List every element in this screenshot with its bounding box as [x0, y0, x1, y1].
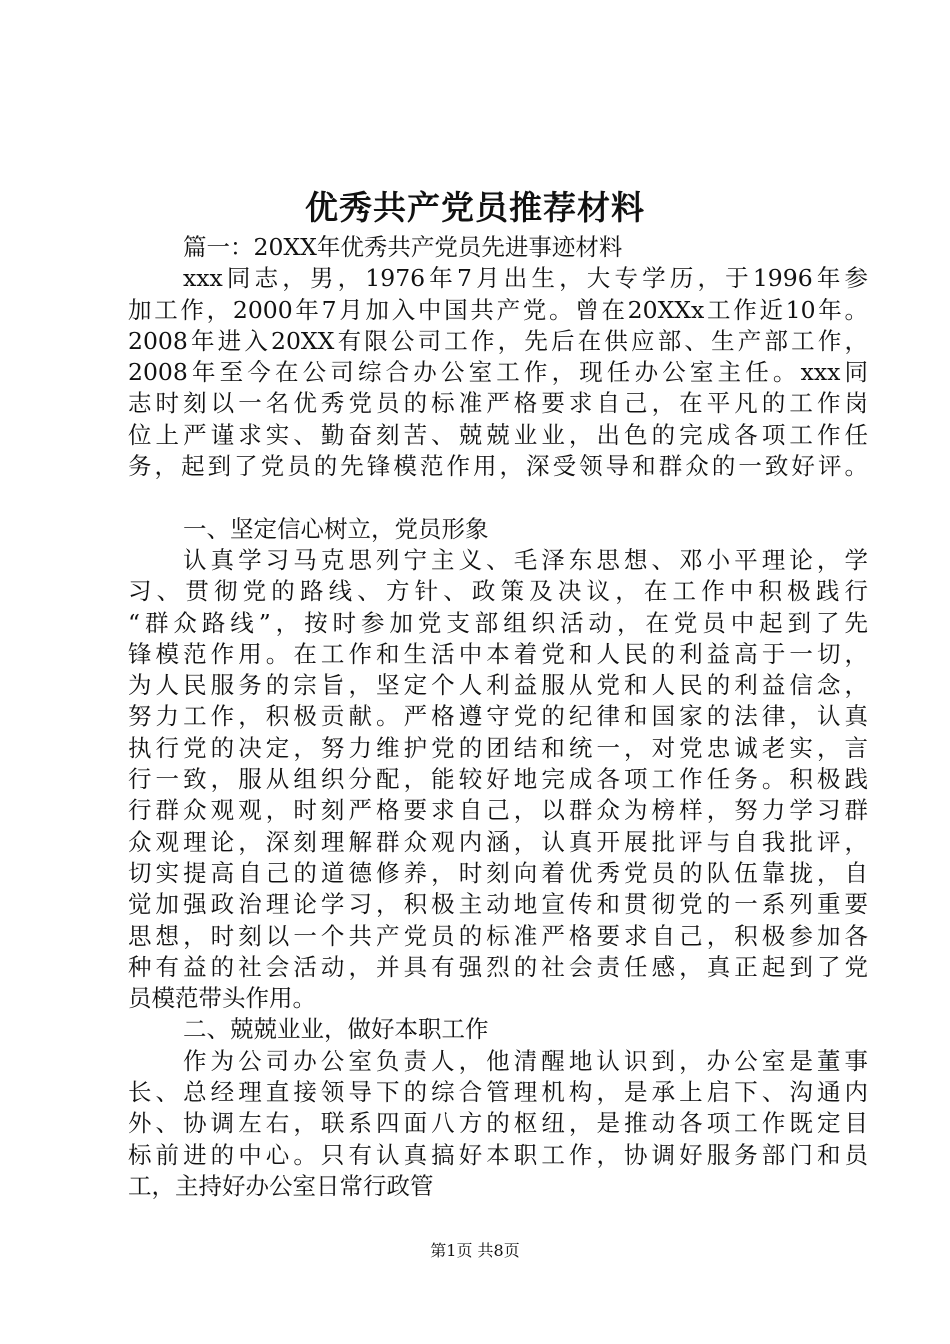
text-line: 位上严谨求实、勤奋刻苦、兢兢业业，出色的完成各项工作任: [128, 420, 868, 449]
text-line: xxx同志，男，1976年7月出生，大专学历，于1996年参: [183, 264, 868, 293]
text-line: 种有益的社会活动，并具有强烈的社会责任感，真正起到了党: [128, 952, 868, 981]
text-line: 思想，时刻以一个共产党员的标准严格要求自己，积极参加各: [128, 921, 868, 950]
blank-line: [128, 482, 868, 513]
text-line: 务，起到了党员的先锋模范作用，深受领导和群众的一致好评。: [128, 452, 868, 481]
page-number: 第1页 共8页: [430, 1241, 520, 1260]
text-line: 切实提高自己的道德修养，时刻向着优秀党员的队伍靠拢，自: [128, 858, 868, 887]
text-line: 一、坚定信心树立，党员形象: [183, 514, 489, 543]
text-line: 外、协调左右，联系四面八方的枢纽，是推动各项工作既定目: [128, 1109, 868, 1138]
text-line: 执行党的决定，努力维护党的团结和统一，对党忠诚老实，言: [128, 733, 868, 762]
text-line: 作为公司办公室负责人，他清醒地认识到，办公室是董事: [183, 1046, 868, 1075]
text-line: 工，主持好办公室日常行政管: [128, 1171, 434, 1200]
text-line: 认真学习马克思列宁主义、毛泽东思想、邓小平理论，学: [183, 545, 868, 574]
text-line: 为人民服务的宗旨，坚定个人利益服从党和人民的利益信念，: [128, 671, 868, 700]
document-title: 优秀共产党员推荐材料: [305, 188, 645, 227]
text-line: 加工作，2000年7月加入中国共产党。曾在20XXx工作近10年。: [128, 295, 868, 324]
text-line: 习、贯彻党的路线、方针、政策及决议，在工作中积极践行: [128, 577, 868, 606]
text-line: 众观理论，深刻理解群众观内涵，认真开展批评与自我批评，: [128, 827, 868, 856]
text-line: 觉加强政治理论学习，积极主动地宣传和贯彻党的一系列重要: [128, 890, 868, 919]
text-line: 行群众观观，时刻严格要求自己，以群众为榜样，努力学习群: [128, 796, 868, 825]
text-line: 标前进的中心。只有认真搞好本职工作，协调好服务部门和员: [128, 1140, 868, 1169]
text-line: 员模范带头作用。: [128, 984, 316, 1013]
text-line: 2008年至今在公司综合办公室工作，现任办公室主任。xxx同: [128, 358, 868, 387]
text-line: 努力工作，积极贡献。严格遵守党的纪律和国家的法律，认真: [128, 702, 868, 731]
text-line: 2008年进入20XX有限公司工作，先后在供应部、生产部工作，: [128, 326, 868, 355]
text-line: 篇一：20XX年优秀共产党员先进事迹材料: [183, 233, 623, 261]
text-line: 二、兢兢业业，做好本职工作: [183, 1015, 489, 1044]
text-line: 行一致，服从组织分配，能较好地完成各项工作任务。积极践: [128, 765, 868, 794]
document-body: [128, 232, 868, 1202]
text-line: 志时刻以一名优秀党员的标准严格要求自己，在平凡的工作岗: [128, 389, 868, 418]
text-line: 锋模范作用。在工作和生活中本着党和人民的利益高于一切，: [128, 639, 868, 668]
text-line: “群众路线”，按时参加党支部组织活动，在党员中起到了先: [128, 608, 868, 637]
text-line: 长、总经理直接领导下的综合管理机构，是承上启下、沟通内: [128, 1078, 868, 1107]
